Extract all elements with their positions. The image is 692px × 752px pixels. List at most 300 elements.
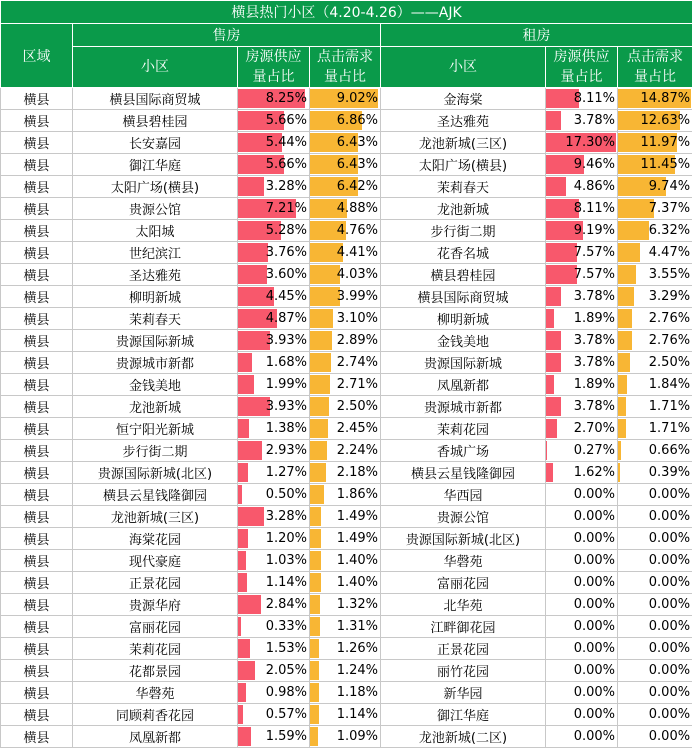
rent-supply-cell xyxy=(546,550,618,572)
rent-supply-cell-value: 9.19% xyxy=(573,223,615,238)
sale-supply-cell-value: 0.98% xyxy=(265,685,307,700)
rent-supply-cell xyxy=(546,726,618,748)
sale-supply-cell xyxy=(238,660,310,682)
sale-community-cell: 太阳广场(横县) xyxy=(73,176,238,198)
rent-supply-cell-value: 7.57% xyxy=(573,245,615,260)
sale-supply-cell xyxy=(238,220,310,242)
rent-demand-cell xyxy=(618,264,692,286)
sale-demand-cell xyxy=(310,506,381,528)
table-row xyxy=(1,638,692,660)
rent-supply-cell xyxy=(546,572,618,594)
sale-community-cell: 同顾莉香花园 xyxy=(73,704,238,726)
rent-supply-cell xyxy=(546,638,618,660)
sale-demand-cell-value: 4.03% xyxy=(336,267,378,282)
sale-supply-cell-value: 1.03% xyxy=(265,553,307,568)
sale-supply-header-line1: 房源供应 xyxy=(245,49,302,65)
rent-demand-cell-value: 0.00% xyxy=(648,619,691,634)
sale-community-cell: 横县国际商贸城 xyxy=(73,88,238,110)
sale-supply-cell xyxy=(238,88,310,110)
rent-demand-cell-value: 2.76% xyxy=(648,333,691,348)
sale-supply-cell-value: 8.25% xyxy=(265,91,307,106)
sale-demand-cell xyxy=(310,572,381,594)
rent-supply-header-line2: 量占比 xyxy=(560,69,603,85)
sale-demand-cell-value: 1.24% xyxy=(336,663,378,678)
sale-community-cell: 华磬苑 xyxy=(73,682,238,704)
rent-community-cell: 富丽花园 xyxy=(381,572,546,594)
region-cell: 横县 xyxy=(1,506,73,528)
table-row xyxy=(1,726,692,748)
sale-community-header: 小区 xyxy=(73,47,238,88)
sale-demand-cell-value: 2.74% xyxy=(336,355,378,370)
sale-demand-cell-value: 1.49% xyxy=(336,531,378,546)
sale-demand-cell-value: 6.86% xyxy=(336,113,378,128)
sale-supply-header xyxy=(238,47,310,88)
rent-community-cell: 丽竹花园 xyxy=(381,660,546,682)
rent-demand-cell-value: 3.55% xyxy=(648,267,691,282)
sale-supply-cell-value: 1.53% xyxy=(265,641,307,656)
sale-community-cell: 御江华庭 xyxy=(73,154,238,176)
rent-supply-cell-value: 1.62% xyxy=(573,465,615,480)
rent-supply-cell xyxy=(546,154,618,176)
rent-supply-cell xyxy=(546,242,618,264)
sale-supply-cell xyxy=(238,154,310,176)
sale-supply-cell xyxy=(238,528,310,550)
rent-demand-cell-value: 0.00% xyxy=(648,597,691,612)
rent-supply-cell-value: 0.00% xyxy=(573,619,615,634)
sale-supply-cell-value: 5.66% xyxy=(265,157,307,172)
region-cell: 横县 xyxy=(1,396,73,418)
sale-demand-cell-value: 1.26% xyxy=(336,641,378,656)
region-cell: 横县 xyxy=(1,308,73,330)
region-cell: 横县 xyxy=(1,660,73,682)
rent-community-cell: 柳明新城 xyxy=(381,308,546,330)
sale-demand-cell xyxy=(310,616,381,638)
sale-supply-cell xyxy=(238,682,310,704)
rent-demand-cell xyxy=(618,682,692,704)
rent-supply-cell xyxy=(546,660,618,682)
sale-community-cell: 太阳城 xyxy=(73,220,238,242)
sale-demand-cell-value: 2.24% xyxy=(336,443,378,458)
table-row xyxy=(1,616,692,638)
region-cell: 横县 xyxy=(1,550,73,572)
sale-community-cell: 步行街二期 xyxy=(73,440,238,462)
sale-supply-cell-value: 2.84% xyxy=(265,597,307,612)
sale-demand-cell xyxy=(310,638,381,660)
rent-community-header: 小区 xyxy=(381,47,546,88)
rent-supply-cell-value: 4.86% xyxy=(573,179,615,194)
rent-community-cell: 贵源公馆 xyxy=(381,506,546,528)
region-cell: 横县 xyxy=(1,220,73,242)
rent-supply-cell-value: 3.78% xyxy=(573,333,615,348)
rent-supply-cell-value: 3.78% xyxy=(573,289,615,304)
rent-demand-cell-value: 3.29% xyxy=(648,289,691,304)
sale-supply-cell xyxy=(238,418,310,440)
rent-demand-cell xyxy=(618,220,692,242)
sale-supply-cell xyxy=(238,462,310,484)
table-row xyxy=(1,264,692,286)
table-title: 横县热门小区（4.20-4.26）——AJK xyxy=(1,1,692,24)
rent-demand-cell xyxy=(618,484,692,506)
sale-supply-cell-value: 5.28% xyxy=(265,223,307,238)
rent-supply-cell-value: 9.46% xyxy=(573,157,615,172)
sale-demand-cell-value: 3.10% xyxy=(336,311,378,326)
rent-demand-cell-value: 0.00% xyxy=(648,641,691,656)
rent-demand-cell-value: 6.32% xyxy=(648,223,691,238)
table-row xyxy=(1,704,692,726)
rent-demand-cell-value: 0.00% xyxy=(648,663,691,678)
region-cell: 横县 xyxy=(1,440,73,462)
rent-demand-header xyxy=(618,47,692,88)
sale-community-cell: 正景花园 xyxy=(73,572,238,594)
sale-demand-cell-value: 6.43% xyxy=(336,157,378,172)
table-row xyxy=(1,396,692,418)
rent-demand-cell xyxy=(618,572,692,594)
sale-supply-cell xyxy=(238,330,310,352)
rent-supply-cell xyxy=(546,418,618,440)
rent-header: 租房 xyxy=(381,24,692,47)
rent-demand-cell-value: 0.00% xyxy=(648,729,691,744)
sale-supply-cell-value: 0.50% xyxy=(265,487,307,502)
region-cell: 横县 xyxy=(1,616,73,638)
sale-supply-cell xyxy=(238,176,310,198)
table-row xyxy=(1,198,692,220)
rent-demand-cell xyxy=(618,440,692,462)
rent-community-cell: 太阳广场(横县) xyxy=(381,154,546,176)
sale-community-cell: 现代豪庭 xyxy=(73,550,238,572)
rent-demand-cell-value: 7.37% xyxy=(648,201,691,216)
rent-community-cell: 金钱美地 xyxy=(381,330,546,352)
rent-supply-cell-value: 17.30% xyxy=(565,135,615,150)
sale-supply-cell xyxy=(238,726,310,748)
region-cell: 横县 xyxy=(1,352,73,374)
table-row xyxy=(1,572,692,594)
rent-supply-cell-value: 8.11% xyxy=(573,91,615,106)
rent-community-cell: 花香名城 xyxy=(381,242,546,264)
rent-supply-cell xyxy=(546,308,618,330)
sale-community-cell: 贵源华府 xyxy=(73,594,238,616)
rent-community-cell: 茉莉春天 xyxy=(381,176,546,198)
region-cell: 横县 xyxy=(1,594,73,616)
sale-demand-cell xyxy=(310,220,381,242)
rent-demand-header-line2: 量占比 xyxy=(634,69,677,85)
region-cell: 横县 xyxy=(1,110,73,132)
sale-community-cell: 圣达雅苑 xyxy=(73,264,238,286)
sale-community-cell: 贵源国际新城(北区) xyxy=(73,462,238,484)
rent-demand-cell xyxy=(618,110,692,132)
sale-community-cell: 花都景园 xyxy=(73,660,238,682)
sale-community-cell: 海棠花园 xyxy=(73,528,238,550)
sale-demand-cell xyxy=(310,286,381,308)
sale-community-cell: 长安嘉园 xyxy=(73,132,238,154)
table-row xyxy=(1,418,692,440)
rent-demand-cell xyxy=(618,462,692,484)
rent-community-cell: 步行街二期 xyxy=(381,220,546,242)
sale-supply-cell xyxy=(238,352,310,374)
sale-supply-cell xyxy=(238,704,310,726)
sale-demand-header-line2: 量占比 xyxy=(324,69,366,85)
sale-community-cell: 龙池新城(三区) xyxy=(73,506,238,528)
sale-supply-cell xyxy=(238,374,310,396)
rent-community-cell: 正景花园 xyxy=(381,638,546,660)
sale-demand-cell xyxy=(310,88,381,110)
region-header: 区域 xyxy=(1,24,73,88)
sale-supply-cell-value: 3.93% xyxy=(265,399,307,414)
sale-demand-cell-value: 4.88% xyxy=(336,201,378,216)
rent-demand-cell xyxy=(618,638,692,660)
rent-demand-cell-value: 0.00% xyxy=(648,487,691,502)
sale-supply-cell-value: 2.93% xyxy=(265,443,307,458)
sale-demand-cell xyxy=(310,198,381,220)
sale-demand-cell xyxy=(310,264,381,286)
rent-community-cell: 御江华庭 xyxy=(381,704,546,726)
rent-supply-cell-value: 0.00% xyxy=(573,531,615,546)
rent-supply-header-line1: 房源供应 xyxy=(553,49,610,65)
rent-demand-cell xyxy=(618,154,692,176)
rent-supply-cell xyxy=(546,594,618,616)
rent-demand-cell xyxy=(618,330,692,352)
rent-supply-cell-value: 3.78% xyxy=(573,399,615,414)
rent-demand-cell-value: 1.84% xyxy=(648,377,691,392)
rent-demand-cell-value: 0.00% xyxy=(648,707,691,722)
region-cell: 横县 xyxy=(1,638,73,660)
region-cell: 横县 xyxy=(1,154,73,176)
rent-supply-cell-value: 1.89% xyxy=(573,311,615,326)
sale-demand-cell xyxy=(310,528,381,550)
rent-demand-cell-value: 1.71% xyxy=(648,421,691,436)
table-row xyxy=(1,88,692,110)
region-cell: 横县 xyxy=(1,572,73,594)
sale-community-cell: 富丽花园 xyxy=(73,616,238,638)
sale-supply-cell-value: 2.05% xyxy=(265,663,307,678)
rent-demand-cell-value: 2.76% xyxy=(648,311,691,326)
sale-demand-cell xyxy=(310,726,381,748)
sale-demand-cell-value: 1.40% xyxy=(336,575,378,590)
rent-supply-cell xyxy=(546,220,618,242)
sale-supply-cell-value: 0.57% xyxy=(265,707,307,722)
sale-demand-cell xyxy=(310,550,381,572)
rent-demand-cell xyxy=(618,308,692,330)
rent-community-cell: 江畔御花园 xyxy=(381,616,546,638)
sale-supply-cell xyxy=(238,396,310,418)
sale-supply-cell-value: 7.21% xyxy=(265,201,307,216)
rent-supply-cell xyxy=(546,110,618,132)
rent-supply-header xyxy=(546,47,618,88)
rent-community-cell: 贵源城市新都 xyxy=(381,396,546,418)
sale-supply-cell xyxy=(238,440,310,462)
rent-demand-cell xyxy=(618,594,692,616)
rent-supply-cell-value: 0.00% xyxy=(573,663,615,678)
rent-supply-cell xyxy=(546,506,618,528)
sale-community-cell: 世纪滨江 xyxy=(73,242,238,264)
rent-community-cell: 龙池新城(二区) xyxy=(381,726,546,748)
rent-demand-cell xyxy=(618,704,692,726)
rent-community-cell: 圣达雅苑 xyxy=(381,110,546,132)
rent-demand-cell xyxy=(618,506,692,528)
sale-demand-cell xyxy=(310,308,381,330)
rent-supply-cell-value: 0.00% xyxy=(573,553,615,568)
rent-supply-cell-value: 8.11% xyxy=(573,201,615,216)
sale-supply-cell-value: 1.14% xyxy=(265,575,307,590)
rent-community-cell: 华西园 xyxy=(381,484,546,506)
sale-demand-cell xyxy=(310,418,381,440)
table-row xyxy=(1,660,692,682)
table-row xyxy=(1,462,692,484)
sale-demand-cell-value: 4.76% xyxy=(336,223,378,238)
rent-community-cell: 茉莉花园 xyxy=(381,418,546,440)
sale-supply-cell-value: 4.87% xyxy=(265,311,307,326)
rent-demand-cell-value: 0.66% xyxy=(648,443,691,458)
rent-demand-header-line1: 点击需求 xyxy=(627,49,684,65)
rent-demand-cell xyxy=(618,726,692,748)
sale-demand-cell-value: 1.40% xyxy=(336,553,378,568)
sale-demand-cell xyxy=(310,682,381,704)
rent-community-cell: 北华苑 xyxy=(381,594,546,616)
rent-demand-cell-value: 0.00% xyxy=(648,553,691,568)
rent-demand-cell-value: 1.71% xyxy=(648,399,691,414)
region-cell: 横县 xyxy=(1,374,73,396)
region-cell: 横县 xyxy=(1,198,73,220)
sale-demand-cell xyxy=(310,594,381,616)
rent-demand-cell xyxy=(618,242,692,264)
rent-demand-cell xyxy=(618,176,692,198)
table-row xyxy=(1,132,692,154)
rent-community-cell: 龙池新城(三区) xyxy=(381,132,546,154)
rent-demand-cell xyxy=(618,198,692,220)
rent-community-cell: 金海棠 xyxy=(381,88,546,110)
rent-supply-cell xyxy=(546,286,618,308)
sale-community-cell: 茉莉花园 xyxy=(73,638,238,660)
table-row xyxy=(1,154,692,176)
rent-supply-cell xyxy=(546,396,618,418)
rent-supply-cell xyxy=(546,132,618,154)
table-row xyxy=(1,374,692,396)
rent-demand-cell-value: 0.39% xyxy=(648,465,691,480)
table-row xyxy=(1,220,692,242)
region-cell: 横县 xyxy=(1,726,73,748)
table-row xyxy=(1,176,692,198)
sale-supply-header-line2: 量占比 xyxy=(252,69,295,85)
sale-community-cell: 贵源城市新都 xyxy=(73,352,238,374)
table-row xyxy=(1,352,692,374)
sale-supply-cell-value: 1.27% xyxy=(265,465,307,480)
sale-supply-cell-value: 1.99% xyxy=(265,377,307,392)
rent-demand-cell-value: 11.97% xyxy=(640,135,691,150)
sale-supply-cell-value: 0.33% xyxy=(265,619,307,634)
rent-demand-cell xyxy=(618,550,692,572)
rent-supply-cell xyxy=(546,616,618,638)
table-row xyxy=(1,110,692,132)
sale-demand-cell xyxy=(310,242,381,264)
rent-demand-cell xyxy=(618,352,692,374)
rent-supply-cell xyxy=(546,198,618,220)
rent-supply-cell xyxy=(546,352,618,374)
region-cell: 横县 xyxy=(1,682,73,704)
sale-demand-cell-value: 3.99% xyxy=(336,289,378,304)
sale-demand-cell-value: 1.31% xyxy=(336,619,378,634)
sale-supply-cell-value: 3.60% xyxy=(265,267,307,282)
rent-demand-cell xyxy=(618,528,692,550)
rent-community-cell: 横县云星钱隆御园 xyxy=(381,462,546,484)
sale-header: 售房 xyxy=(73,24,381,47)
region-cell: 横县 xyxy=(1,88,73,110)
rent-supply-cell xyxy=(546,440,618,462)
rent-demand-cell-value: 2.50% xyxy=(648,355,691,370)
sale-demand-cell xyxy=(310,660,381,682)
sale-supply-cell-value: 3.28% xyxy=(265,179,307,194)
sale-demand-cell xyxy=(310,154,381,176)
sale-demand-cell xyxy=(310,440,381,462)
region-cell: 横县 xyxy=(1,418,73,440)
rent-demand-cell xyxy=(618,88,692,110)
table-row xyxy=(1,506,692,528)
rent-demand-cell-value: 9.74% xyxy=(648,179,691,194)
sale-supply-cell-value: 1.20% xyxy=(265,531,307,546)
rent-supply-cell-value: 0.00% xyxy=(573,685,615,700)
region-cell: 横县 xyxy=(1,330,73,352)
rent-community-cell: 香城广场 xyxy=(381,440,546,462)
region-cell: 横县 xyxy=(1,242,73,264)
rent-supply-cell xyxy=(546,264,618,286)
rent-demand-cell-value: 14.87% xyxy=(640,91,691,106)
sale-supply-cell-value: 5.44% xyxy=(265,135,307,150)
rent-community-cell: 华磬苑 xyxy=(381,550,546,572)
sale-supply-cell xyxy=(238,484,310,506)
table-row xyxy=(1,528,692,550)
sale-demand-cell xyxy=(310,176,381,198)
table-row xyxy=(1,550,692,572)
sale-supply-cell xyxy=(238,110,310,132)
sale-supply-cell-value: 3.76% xyxy=(265,245,307,260)
rent-demand-cell-value: 11.45% xyxy=(640,157,691,172)
sale-supply-cell xyxy=(238,242,310,264)
rent-supply-cell-value: 0.00% xyxy=(573,597,615,612)
sale-supply-cell-value: 4.45% xyxy=(265,289,307,304)
table-row xyxy=(1,286,692,308)
rent-community-cell: 横县碧桂园 xyxy=(381,264,546,286)
rent-supply-cell xyxy=(546,704,618,726)
rent-supply-cell xyxy=(546,176,618,198)
region-cell: 横县 xyxy=(1,132,73,154)
rent-demand-cell xyxy=(618,660,692,682)
rent-demand-cell-value: 4.47% xyxy=(648,245,691,260)
rent-community-cell: 凤凰新都 xyxy=(381,374,546,396)
rent-community-cell: 横县国际商贸城 xyxy=(381,286,546,308)
sale-supply-cell xyxy=(238,506,310,528)
rent-demand-cell-value: 0.00% xyxy=(648,531,691,546)
rent-supply-cell-value: 0.27% xyxy=(573,443,615,458)
sale-demand-cell xyxy=(310,352,381,374)
rent-supply-cell-value: 3.78% xyxy=(573,355,615,370)
rent-supply-cell xyxy=(546,330,618,352)
rent-demand-cell xyxy=(618,132,692,154)
sale-demand-cell-value: 2.45% xyxy=(336,421,378,436)
rent-supply-cell xyxy=(546,528,618,550)
sale-supply-cell-value: 1.59% xyxy=(265,729,307,744)
sale-community-cell: 龙池新城 xyxy=(73,396,238,418)
sale-demand-cell-value: 2.71% xyxy=(336,377,378,392)
rent-supply-cell-value: 3.78% xyxy=(573,113,615,128)
sale-community-cell: 贵源国际新城 xyxy=(73,330,238,352)
sale-supply-cell xyxy=(238,550,310,572)
sale-community-cell: 茉莉春天 xyxy=(73,308,238,330)
rent-demand-cell-value: 0.00% xyxy=(648,509,691,524)
sale-demand-header-line1: 点击需求 xyxy=(317,49,373,65)
sale-supply-cell-value: 1.68% xyxy=(265,355,307,370)
sale-community-cell: 横县云星钱隆御园 xyxy=(73,484,238,506)
rent-supply-cell xyxy=(546,374,618,396)
sale-community-cell: 恒宁阳光新城 xyxy=(73,418,238,440)
rent-community-cell: 贵源国际新城(北区) xyxy=(381,528,546,550)
